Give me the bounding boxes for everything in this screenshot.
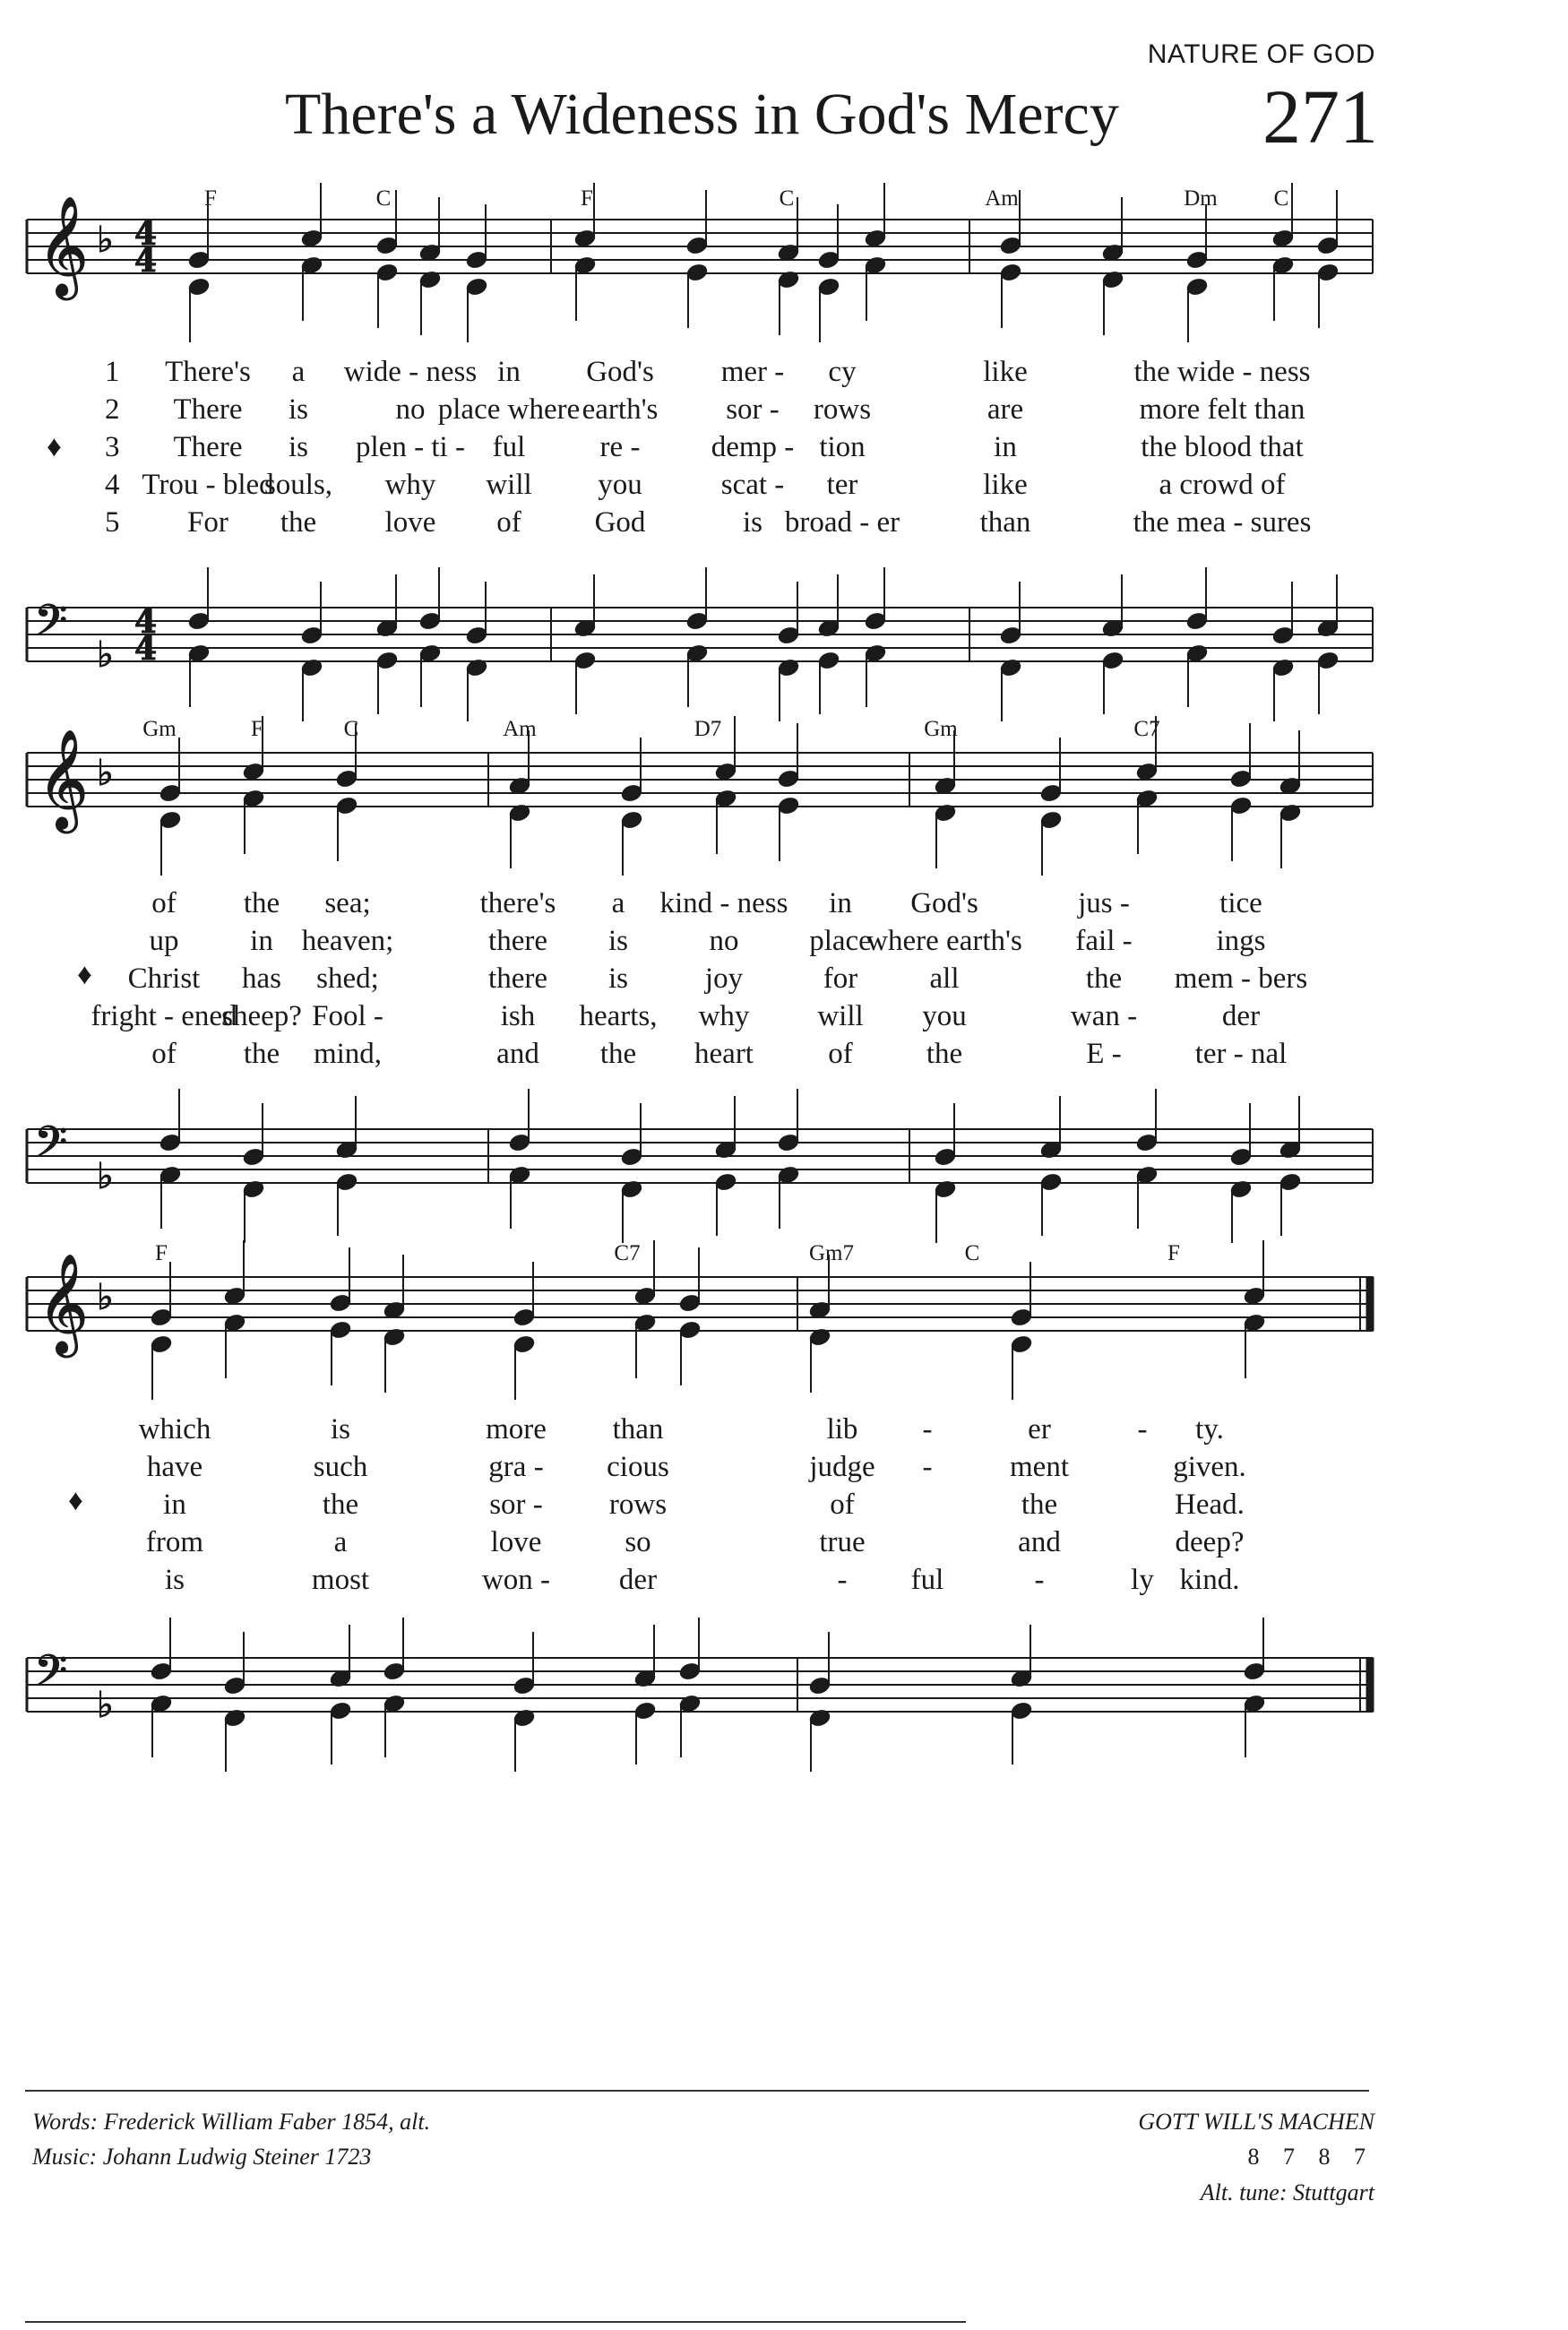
lyric-verse-3: is: [607, 962, 629, 995]
chord-symbol: F: [251, 717, 263, 741]
lyric-verse-3: for: [823, 962, 858, 995]
lyric-verse-2: where earth's: [866, 925, 1022, 957]
lyric-verse-2: more felt than: [1139, 393, 1305, 426]
chord-symbol: F: [581, 186, 593, 211]
lyric-verse-5: ly: [1131, 1564, 1154, 1596]
chord-symbol: C: [375, 186, 392, 211]
lyric-verse-4: from: [145, 1526, 204, 1558]
chord-symbol: Gm: [142, 717, 177, 741]
lyric-verse-4: will: [486, 469, 532, 501]
lyric-verse-2: cious: [607, 1451, 669, 1483]
meter: 8 7 8 7: [1247, 2144, 1374, 2170]
lyric-verse-5: the: [599, 1038, 637, 1070]
lyric-verse-4: Fool -: [312, 1000, 383, 1032]
lyric-verse-2: fail -: [1075, 925, 1133, 957]
lyric-verse-1: God's: [910, 887, 978, 919]
lyric-verse-3: is: [288, 431, 309, 463]
lyric-verse-1: There's: [165, 356, 251, 388]
final-barline-thick: [1366, 1277, 1374, 1331]
lyric-verse-4: Trou - bled: [142, 469, 274, 501]
treble-clef-icon: 𝄞: [38, 729, 89, 829]
lyric-verse-4: deep?: [1175, 1526, 1245, 1558]
lyric-verse-2: given.: [1173, 1451, 1246, 1483]
lyric-verse-3: plen - ti -: [356, 431, 465, 463]
lyric-verse-5: the: [280, 506, 317, 539]
lyric-verse-5: E -: [1086, 1038, 1122, 1070]
lyric-verse-2: such: [313, 1451, 368, 1483]
treble-clef-icon: 𝄞: [38, 1253, 89, 1353]
lyric-verse-4: true: [819, 1526, 866, 1558]
lyric-verse-3: the: [1021, 1489, 1058, 1521]
lyric-verse-1: is: [330, 1413, 351, 1445]
lyric-verse-4: so: [625, 1526, 651, 1558]
lyric-verse-2: judge: [809, 1451, 875, 1483]
lyric-verse-1: in: [829, 887, 852, 919]
flat-key-signature-icon: ♭: [97, 220, 114, 261]
lyric-verse-1: than: [612, 1413, 664, 1445]
lyric-verse-1: there's: [479, 887, 556, 919]
lyric-verse-5: of: [151, 1038, 177, 1070]
lyric-verse-2: is: [607, 925, 629, 957]
bass-clef-icon: 𝄢: [34, 1117, 68, 1178]
lyric-verse-1: more: [486, 1413, 547, 1445]
chord-symbol: C: [779, 186, 795, 211]
flat-key-signature-icon: ♭: [97, 1156, 114, 1197]
lyric-verse-2: sor -: [726, 393, 780, 426]
lyric-verse-4: wan -: [1070, 1000, 1138, 1032]
lyric-verse-5: is: [742, 506, 763, 539]
lyric-verse-1: er: [1028, 1413, 1051, 1445]
lyric-verse-4: sheep?: [221, 1000, 302, 1032]
chord-symbol: C7: [614, 1241, 641, 1265]
lyric-verse-2: are: [986, 393, 1024, 426]
lyric-verse-1: of: [151, 887, 177, 919]
lyric-verse-2: heaven;: [301, 925, 394, 957]
lyric-verse-3: the: [322, 1489, 359, 1521]
lyric-verse-2: no: [395, 393, 426, 426]
flat-key-signature-icon: ♭: [97, 1685, 114, 1726]
lyric-verse-3: of: [830, 1489, 855, 1521]
lyric-verse-4: why: [384, 469, 436, 501]
lyric-verse-5: -: [1034, 1564, 1045, 1596]
chord-symbol: C: [1273, 186, 1289, 211]
chord-symbol: Am: [985, 186, 1019, 211]
lyric-verse-3: all: [929, 962, 960, 995]
chord-symbol: C7: [1133, 717, 1160, 741]
lyric-verse-1: sea;: [324, 887, 371, 919]
lyric-verse-5: the mea - sures: [1133, 506, 1312, 539]
lyric-verse-3: tion: [819, 431, 866, 463]
lyric-verse-5: God: [594, 506, 646, 539]
lyric-verse-5: heart: [694, 1038, 754, 1070]
lyric-verse-1: the: [243, 887, 280, 919]
bass-clef-icon: 𝄢: [34, 1645, 68, 1706]
verse-number-3: 3: [105, 431, 120, 463]
verse-number-2: 2: [105, 393, 120, 426]
time-signature: 4: [134, 215, 158, 253]
section-label: NATURE OF GOD: [1147, 39, 1375, 69]
diamond-marker-icon: ♦: [77, 959, 92, 991]
lyric-verse-4: you: [922, 1000, 967, 1032]
lyric-verse-3: Head.: [1175, 1489, 1245, 1521]
lyric-verse-4: der: [1221, 1000, 1261, 1032]
lyric-verse-3: there: [488, 962, 547, 995]
diamond-marker-icon: ♦: [47, 431, 62, 463]
lyric-verse-4: scat -: [720, 469, 785, 501]
footer-divider: [25, 2090, 1369, 2092]
lyric-verse-4: ter: [826, 469, 858, 501]
lyric-verse-1: cy: [828, 356, 857, 388]
lyric-verse-3: Christ: [127, 962, 201, 995]
lyric-verse-5: der: [618, 1564, 658, 1596]
lyric-verse-1: ty.: [1195, 1413, 1224, 1445]
alt-tune: Alt. tune: Stuttgart: [1200, 2179, 1374, 2205]
lyric-verse-5: the: [926, 1038, 963, 1070]
lyric-verse-2: no: [709, 925, 739, 957]
lyric-verse-1: God's: [586, 356, 654, 388]
lyric-verse-1: tice: [1219, 887, 1262, 919]
lyric-verse-2: have: [146, 1451, 203, 1483]
lyric-verse-3: in: [994, 431, 1017, 463]
lyric-verse-5: is: [164, 1564, 185, 1596]
lyric-verse-1: a: [611, 887, 625, 919]
lyric-verse-2: ment: [1010, 1451, 1069, 1483]
lyric-verse-3: joy: [704, 962, 744, 995]
chord-symbol: Dm: [1184, 186, 1218, 211]
lyric-verse-5: than: [979, 506, 1031, 539]
chord-symbol: Am: [503, 717, 537, 741]
chord-symbol: F: [155, 1241, 168, 1265]
lyric-verse-2: rows: [813, 393, 872, 426]
treble-clef-icon: 𝄞: [38, 195, 89, 296]
lyric-verse-1: -: [922, 1413, 933, 1445]
time-signature: 4: [134, 603, 158, 641]
lyric-verse-1: lib: [826, 1413, 858, 1445]
lyric-verse-3: ful: [492, 431, 526, 463]
music-credit: Music: Johann Ludwig Steiner 1723: [32, 2144, 372, 2170]
lyric-verse-3: the: [1085, 962, 1123, 995]
lyric-verse-5: For: [187, 506, 228, 539]
lyric-verse-4: souls,: [263, 469, 333, 501]
lyric-verse-5: of: [496, 506, 521, 539]
lyric-verse-4: why: [698, 1000, 750, 1032]
lyric-verse-4: will: [817, 1000, 864, 1032]
chord-symbol: C: [964, 1241, 980, 1265]
verse-number-4: 4: [105, 469, 120, 501]
time-signature: 4: [134, 630, 158, 668]
lyric-verse-2: is: [288, 393, 309, 426]
lyric-verse-1: which: [138, 1413, 211, 1445]
lyric-verse-1: -: [1137, 1413, 1148, 1445]
lyric-verse-5: most: [311, 1564, 370, 1596]
lyric-verse-1: kind - ness: [659, 887, 788, 919]
lyric-verse-5: of: [828, 1038, 853, 1070]
lyric-verse-5: love: [384, 506, 436, 539]
chord-symbol: F: [1167, 1241, 1180, 1265]
lyric-verse-3: in: [163, 1489, 186, 1521]
lyric-verse-4: fright - ened: [90, 1000, 237, 1032]
lyric-verse-5: -: [837, 1564, 848, 1596]
lyric-verse-4: and: [1018, 1526, 1061, 1558]
lyric-verse-2: there: [488, 925, 547, 957]
lyric-verse-4: a: [333, 1526, 348, 1558]
lyric-verse-4: ish: [500, 1000, 536, 1032]
chord-symbol: C: [343, 717, 359, 741]
lyric-verse-3: There: [173, 431, 243, 463]
hymn-number: 271: [1262, 73, 1378, 160]
lyric-verse-2: place where: [437, 393, 581, 426]
lyric-verse-1: mer -: [720, 356, 785, 388]
lyric-verse-1: a: [291, 356, 306, 388]
lyric-verse-1: wide - ness: [343, 356, 478, 388]
lyric-verse-5: the: [243, 1038, 280, 1070]
hymn-title: There's a Wideness in God's Mercy: [285, 82, 1119, 147]
verse-number-1: 1: [105, 356, 120, 388]
lyric-verse-1: the wide - ness: [1133, 356, 1311, 388]
lyric-verse-2: in: [250, 925, 273, 957]
final-barline-thick: [1366, 1658, 1374, 1712]
lyric-verse-2: There: [173, 393, 243, 426]
lyric-verse-3: sor -: [489, 1489, 543, 1521]
lyric-verse-3: rows: [608, 1489, 668, 1521]
lyric-verse-1: jus -: [1078, 887, 1130, 919]
lyric-verse-1: in: [497, 356, 521, 388]
time-signature: 4: [134, 242, 158, 280]
chord-symbol: F: [204, 186, 217, 211]
bass-clef-icon: 𝄢: [34, 595, 68, 656]
lyric-verse-5: and: [496, 1038, 539, 1070]
flat-key-signature-icon: ♭: [97, 634, 114, 676]
lyric-verse-4: a crowd of: [1159, 469, 1286, 501]
lyric-verse-4: like: [983, 469, 1028, 501]
page-bottom-rule: [25, 2321, 966, 2323]
lyric-verse-3: shed;: [316, 962, 379, 995]
lyric-verse-3: the blood that: [1141, 431, 1304, 463]
verse-number-5: 5: [105, 506, 120, 539]
lyric-verse-4: hearts,: [579, 1000, 658, 1032]
lyric-verse-5: mind,: [313, 1038, 383, 1070]
lyric-verse-4: you: [598, 469, 642, 501]
lyric-verse-3: demp -: [711, 431, 795, 463]
lyric-verse-3: mem - bers: [1174, 962, 1308, 995]
flat-key-signature-icon: ♭: [97, 753, 114, 794]
lyric-verse-2: earth's: [582, 393, 659, 426]
lyric-verse-5: ful: [910, 1564, 944, 1596]
chord-symbol: D7: [694, 717, 722, 741]
chord-symbol: Gm: [924, 717, 958, 741]
lyric-verse-5: ter - nal: [1194, 1038, 1288, 1070]
words-credit: Words: Frederick William Faber 1854, alt.: [32, 2109, 431, 2135]
lyric-verse-3: has: [242, 962, 281, 995]
lyric-verse-2: -: [922, 1451, 933, 1483]
chord-symbol: Gm7: [809, 1241, 854, 1265]
lyric-verse-5: won -: [481, 1564, 551, 1596]
flat-key-signature-icon: ♭: [97, 1277, 114, 1318]
lyric-verse-2: place: [809, 925, 872, 957]
lyric-verse-5: kind.: [1179, 1564, 1240, 1596]
lyric-verse-2: gra -: [488, 1451, 544, 1483]
lyric-verse-4: love: [490, 1526, 542, 1558]
lyric-verse-3: re -: [599, 431, 641, 463]
lyric-verse-2: ings: [1216, 925, 1266, 957]
diamond-marker-icon: ♦: [68, 1485, 83, 1517]
lyric-verse-2: up: [149, 925, 179, 957]
tune-name: GOTT WILL'S MACHEN: [1138, 2109, 1374, 2135]
lyric-verse-1: like: [983, 356, 1028, 388]
lyric-verse-5: broad - er: [784, 506, 900, 539]
